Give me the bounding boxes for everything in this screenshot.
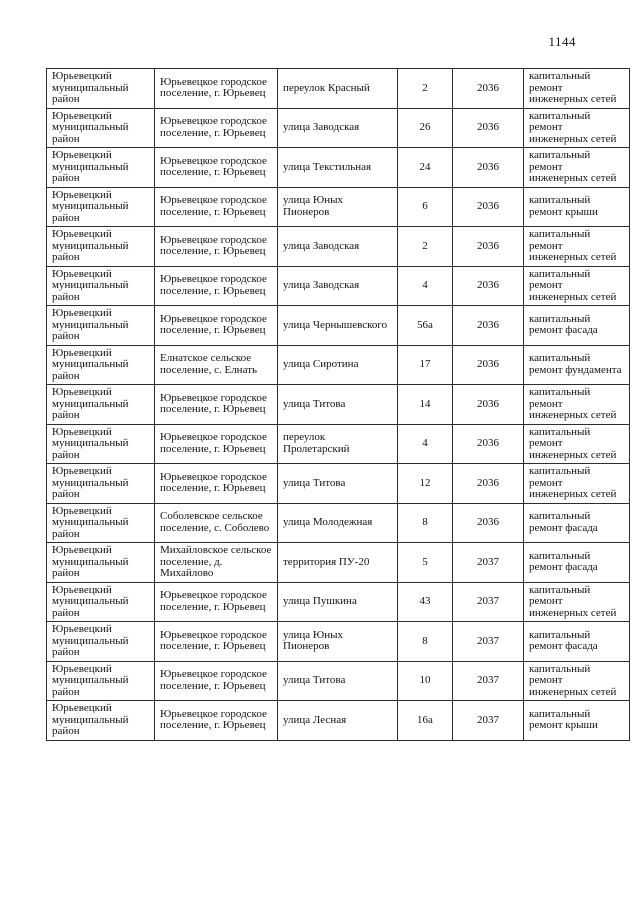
cell-house-number: 10 [398, 661, 453, 701]
cell-repair-type: капитальный ремонт инженерных сетей [524, 108, 630, 148]
cell-street: улица Титова [278, 464, 398, 504]
cell-repair-type: капитальный ремонт инженерных сетей [524, 661, 630, 701]
cell-street: улица Титова [278, 385, 398, 425]
cell-street: переулок Красный [278, 69, 398, 109]
cell-year: 2036 [453, 306, 524, 346]
cell-repair-type: капитальный ремонт инженерных сетей [524, 464, 630, 504]
cell-settlement: Юрьевецкое городское поселение, г. Юрьевец [155, 661, 278, 701]
cell-street: улица Чернышевского [278, 306, 398, 346]
cell-house-number: 6 [398, 187, 453, 227]
cell-year: 2036 [453, 385, 524, 425]
cell-street: улица Заводская [278, 227, 398, 267]
cell-street: улица Заводская [278, 266, 398, 306]
cell-year: 2036 [453, 108, 524, 148]
table-row [47, 543, 630, 583]
cell-settlement: Юрьевецкое городское поселение, г. Юрьевец [155, 464, 278, 504]
cell-settlement: Соболевское сельское поселение, с. Соболево [155, 503, 278, 543]
cell-settlement: Юрьевецкое городское поселение, г. Юрьевец [155, 108, 278, 148]
cell-house-number: 26 [398, 108, 453, 148]
cell-settlement: Юрьевецкое городское поселение, г. Юрьевец [155, 701, 278, 741]
cell-district: Юрьевецкий муниципальный район [47, 701, 155, 741]
cell-year: 2036 [453, 345, 524, 385]
cell-district: Юрьевецкий муниципальный район [47, 266, 155, 306]
cell-repair-type: капитальный ремонт инженерных сетей [524, 69, 630, 109]
cell-house-number: 16а [398, 701, 453, 741]
cell-street: улица Сиротина [278, 345, 398, 385]
cell-year: 2036 [453, 148, 524, 188]
table-row [47, 622, 630, 662]
cell-year: 2036 [453, 503, 524, 543]
table-row [47, 108, 630, 148]
table-body [47, 69, 630, 741]
cell-house-number: 17 [398, 345, 453, 385]
cell-settlement: Михайловское сельское поселение, д. Михайлово [155, 543, 278, 583]
cell-street: улица Юных Пионеров [278, 622, 398, 662]
cell-district: Юрьевецкий муниципальный район [47, 148, 155, 188]
table-row [47, 306, 630, 346]
cell-district: Юрьевецкий муниципальный район [47, 69, 155, 109]
cell-district: Юрьевецкий муниципальный район [47, 661, 155, 701]
cell-year: 2036 [453, 227, 524, 267]
table-row [47, 464, 630, 504]
cell-district: Юрьевецкий муниципальный район [47, 464, 155, 504]
cell-settlement: Юрьевецкое городское поселение, г. Юрьевец [155, 385, 278, 425]
table-row [47, 661, 630, 701]
table-row [47, 582, 630, 622]
cell-repair-type: капитальный ремонт фасада [524, 622, 630, 662]
cell-repair-type: капитальный ремонт фасада [524, 306, 630, 346]
cell-settlement: Юрьевецкое городское поселение, г. Юрьевец [155, 266, 278, 306]
cell-settlement: Юрьевецкое городское поселение, г. Юрьевец [155, 424, 278, 464]
cell-repair-type: капитальный ремонт инженерных сетей [524, 424, 630, 464]
cell-street: улица Пушкина [278, 582, 398, 622]
table-row [47, 187, 630, 227]
cell-street: улица Текстильная [278, 148, 398, 188]
table-row [47, 503, 630, 543]
cell-house-number: 56а [398, 306, 453, 346]
cell-year: 2037 [453, 543, 524, 583]
cell-district: Юрьевецкий муниципальный район [47, 187, 155, 227]
cell-year: 2037 [453, 701, 524, 741]
cell-year: 2037 [453, 622, 524, 662]
cell-street: улица Титова [278, 661, 398, 701]
cell-house-number: 8 [398, 622, 453, 662]
cell-repair-type: капитальный ремонт инженерных сетей [524, 582, 630, 622]
cell-street: улица Лесная [278, 701, 398, 741]
cell-street: улица Молодежная [278, 503, 398, 543]
cell-settlement: Юрьевецкое городское поселение, г. Юрьевец [155, 69, 278, 109]
cell-district: Юрьевецкий муниципальный район [47, 424, 155, 464]
cell-street: территория ПУ-20 [278, 543, 398, 583]
cell-street: улица Заводская [278, 108, 398, 148]
cell-district: Юрьевецкий муниципальный район [47, 108, 155, 148]
cell-settlement: Юрьевецкое городское поселение, г. Юрьевец [155, 148, 278, 188]
cell-house-number: 2 [398, 69, 453, 109]
cell-district: Юрьевецкий муниципальный район [47, 622, 155, 662]
cell-repair-type: капитальный ремонт инженерных сетей [524, 148, 630, 188]
cell-house-number: 43 [398, 582, 453, 622]
cell-settlement: Юрьевецкое городское поселение, г. Юрьевец [155, 306, 278, 346]
cell-repair-type: капитальный ремонт инженерных сетей [524, 227, 630, 267]
cell-district: Юрьевецкий муниципальный район [47, 503, 155, 543]
cell-street: переулок Пролетарский [278, 424, 398, 464]
cell-district: Юрьевецкий муниципальный район [47, 227, 155, 267]
table-row [47, 69, 630, 109]
cell-district: Юрьевецкий муниципальный район [47, 582, 155, 622]
cell-house-number: 4 [398, 266, 453, 306]
cell-year: 2037 [453, 661, 524, 701]
cell-year: 2036 [453, 464, 524, 504]
cell-district: Юрьевецкий муниципальный район [47, 306, 155, 346]
cell-district: Юрьевецкий муниципальный район [47, 385, 155, 425]
table-row [47, 424, 630, 464]
cell-year: 2037 [453, 582, 524, 622]
cell-street: улица Юных Пионеров [278, 187, 398, 227]
cell-year: 2036 [453, 266, 524, 306]
cell-settlement: Юрьевецкое городское поселение, г. Юрьевец [155, 582, 278, 622]
cell-settlement: Елнатское сельское поселение, с. Елнать [155, 345, 278, 385]
cell-repair-type: капитальный ремонт фасада [524, 543, 630, 583]
cell-district: Юрьевецкий муниципальный район [47, 345, 155, 385]
cell-repair-type: капитальный ремонт инженерных сетей [524, 266, 630, 306]
cell-house-number: 14 [398, 385, 453, 425]
cell-repair-type: капитальный ремонт крыши [524, 187, 630, 227]
cell-year: 2036 [453, 187, 524, 227]
table-row [47, 227, 630, 267]
table-row [47, 385, 630, 425]
cell-year: 2036 [453, 69, 524, 109]
cell-house-number: 8 [398, 503, 453, 543]
table-row [47, 266, 630, 306]
cell-house-number: 2 [398, 227, 453, 267]
cell-house-number: 24 [398, 148, 453, 188]
cell-repair-type: капитальный ремонт инженерных сетей [524, 385, 630, 425]
cell-repair-type: капитальный ремонт крыши [524, 701, 630, 741]
cell-settlement: Юрьевецкое городское поселение, г. Юрьевец [155, 622, 278, 662]
repair-schedule-table [46, 68, 630, 741]
table-row [47, 148, 630, 188]
cell-repair-type: капитальный ремонт фундамента [524, 345, 630, 385]
cell-settlement: Юрьевецкое городское поселение, г. Юрьевец [155, 227, 278, 267]
cell-house-number: 5 [398, 543, 453, 583]
cell-district: Юрьевецкий муниципальный район [47, 543, 155, 583]
cell-repair-type: капитальный ремонт фасада [524, 503, 630, 543]
cell-year: 2036 [453, 424, 524, 464]
cell-settlement: Юрьевецкое городское поселение, г. Юрьевец [155, 187, 278, 227]
cell-house-number: 12 [398, 464, 453, 504]
table-row [47, 701, 630, 741]
table-row [47, 345, 630, 385]
page-number: 1144 [548, 34, 576, 49]
cell-house-number: 4 [398, 424, 453, 464]
